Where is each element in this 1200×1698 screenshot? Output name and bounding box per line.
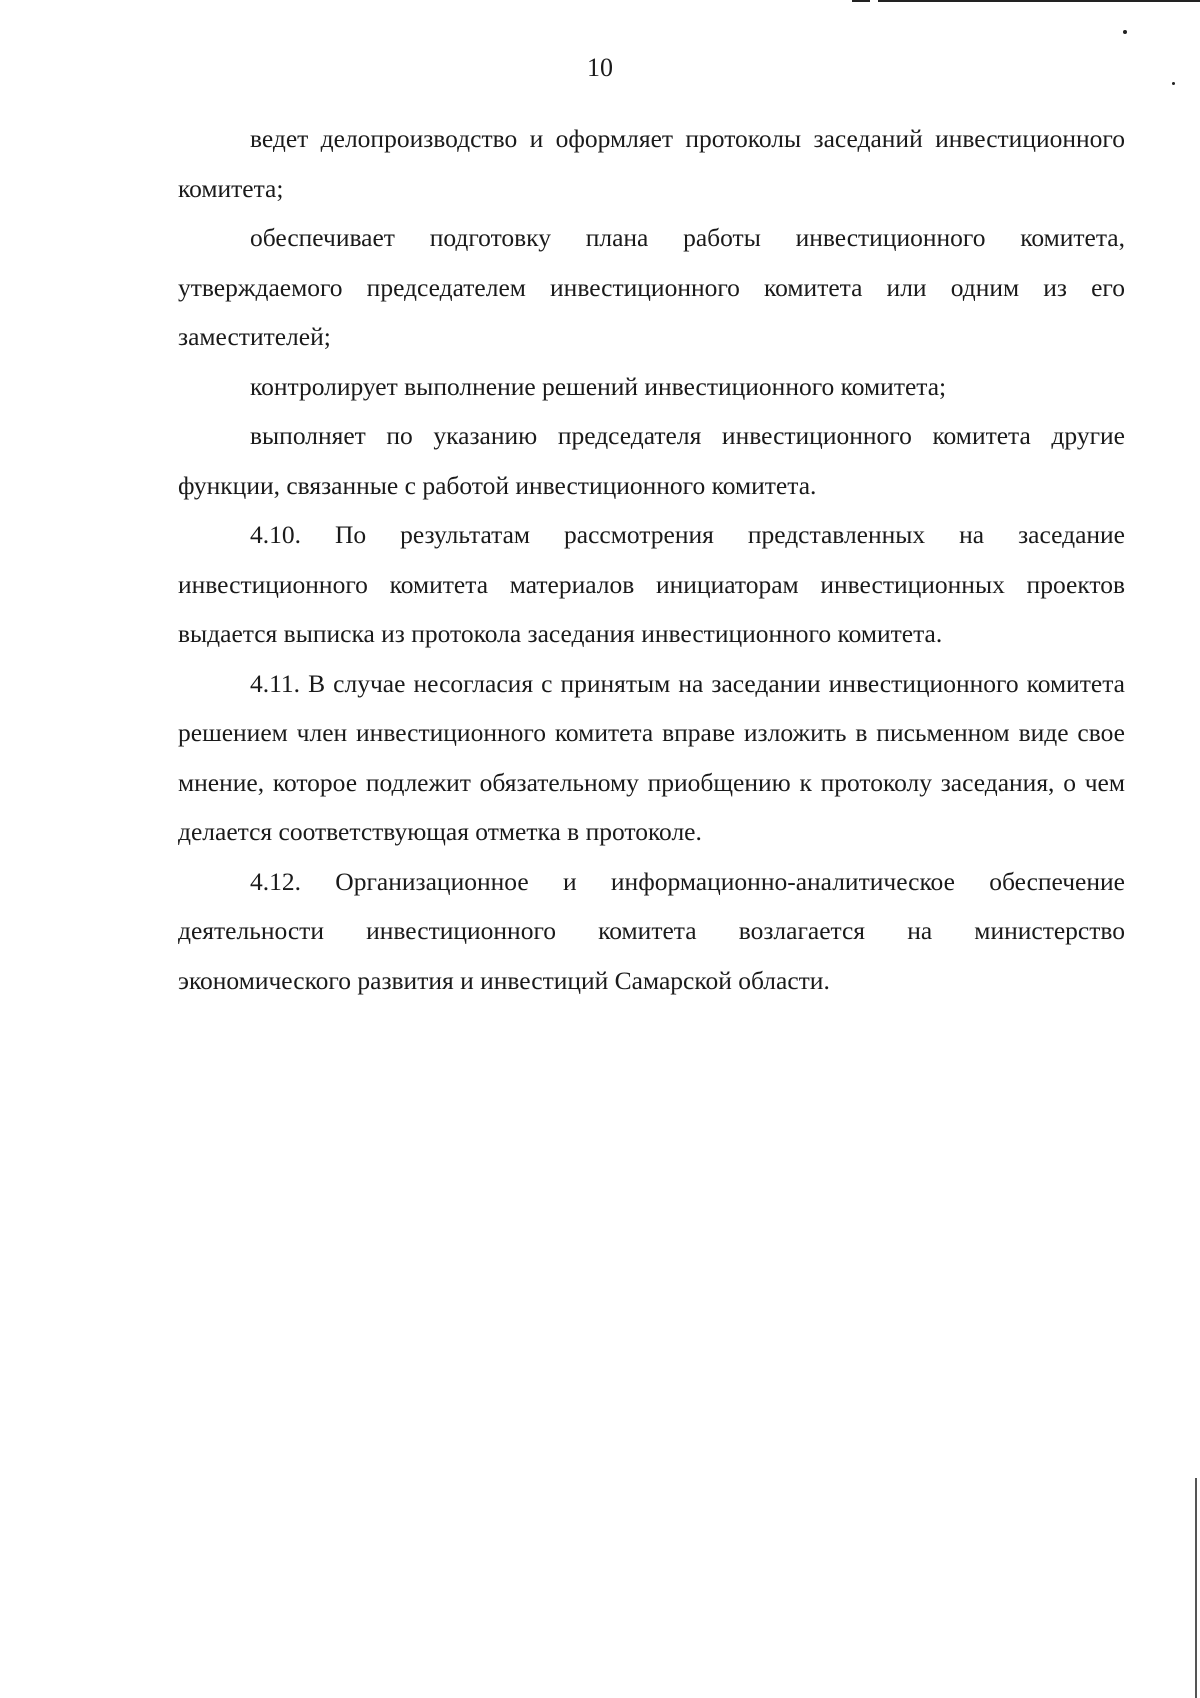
scan-artifact-right-edge	[1195, 1478, 1197, 1698]
page-number: 10	[587, 53, 613, 82]
paragraph-secretary-other: выполняет по указанию председателя инвестиционного комитета другие функции, связанные с работой инвестиционного комитета.	[178, 421, 1125, 500]
paragraph-4-12: 4.12. Организационное и информационно-аналитическое обеспечение деятельности инвестиционного комитета возлагается на министерство экономического развития и инвестиций Самарской области.	[178, 866, 1125, 995]
paragraph-secretary-control: контролирует выполнение решений инвестиционного комитета;	[250, 371, 947, 401]
paragraph-4-11: 4.11. В случае несогласия с принятым на заседании инвестиционного комитета решением член инвестиционного комитета вправе изложить в письменном виде свое мнение, которое подлежит обязательному приобщению к протоколу заседания, о чем делается соответствующая отметка в протоколе.	[178, 668, 1125, 846]
scan-artifact-dot	[1123, 30, 1127, 34]
paragraph-4-10: 4.10. По результатам рассмотрения представленных на заседание инвестиционного комитета материалов инициаторам инвестиционных проектов выдается выписка из протокола заседания инвестиционного комитета.	[178, 520, 1125, 648]
paragraph-secretary-plan: обеспечивает подготовку плана работы инвестиционного комитета, утверждаемого председателем инвестиционного комитета или одним из его заместителей;	[178, 223, 1125, 351]
scan-artifact-top-line	[878, 0, 1200, 2]
scan-artifact-top-dash	[852, 0, 870, 2]
paragraph-secretary-records: ведет делопроизводство и оформляет протоколы заседаний инвестиционного комитета;	[178, 124, 1125, 203]
document-body	[178, 114, 1125, 1005]
